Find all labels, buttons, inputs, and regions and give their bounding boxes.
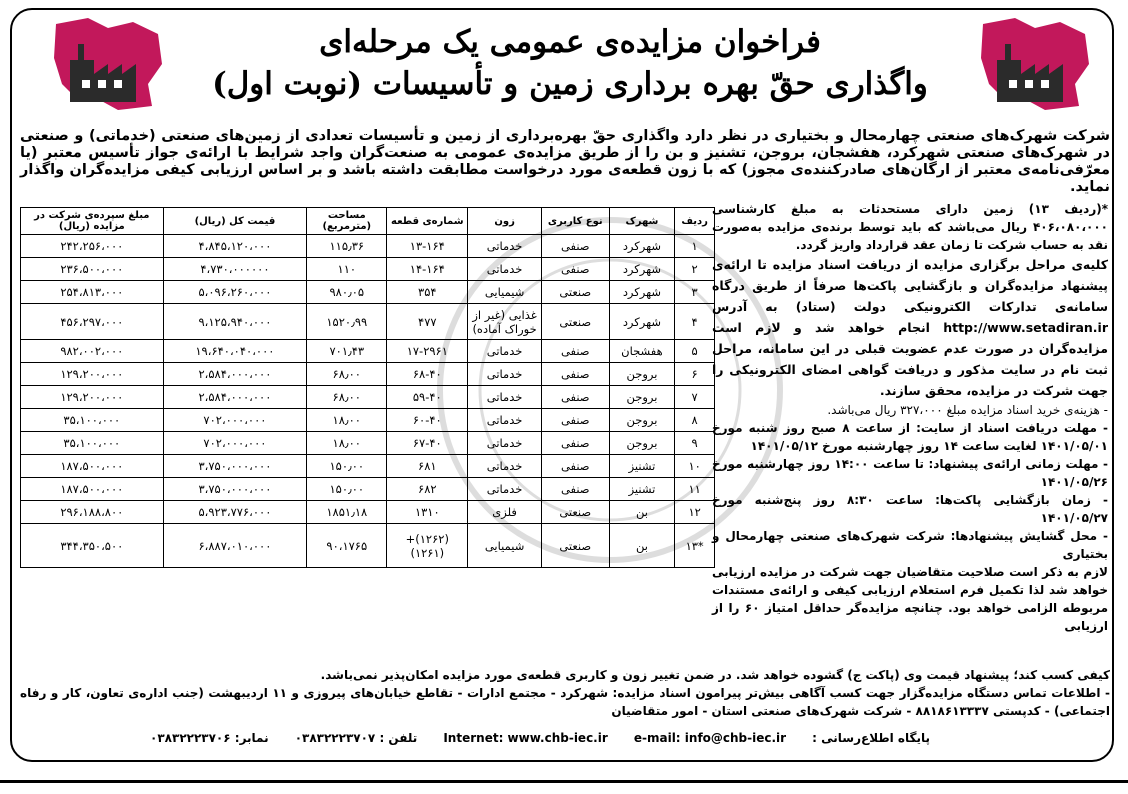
table-row	[21, 304, 715, 340]
portal-label: پایگاه اطلاع‌رسانی :	[812, 731, 930, 745]
industrial-estates-logo-right	[975, 14, 1095, 114]
table-cell: صنفی	[541, 455, 609, 478]
table-cell: ۱۰	[675, 455, 715, 478]
header-plot-no: شماره‌ی قطعه	[387, 208, 468, 235]
doc-period: - مهلت دریافت اسناد از سایت: از ساعت ۸ صبح روز شنبه مورخ ۱۴۰۱/۰۵/۰۱ لغایت ساعت ۱۴ روز چهارشنبه مورخ ۱۴۰۱/۰۵/۱۲	[712, 421, 1108, 453]
table-cell: ۴۷۷	[387, 304, 468, 340]
table-cell: ۲۹۶،۱۸۸،۸۰۰	[21, 501, 164, 524]
opening-time: - زمان بازگشایی پاکت‌ها: ساعت ۸:۳۰ روز پنج‌شنبه مورخ ۱۴۰۱/۰۵/۲۷	[712, 493, 1108, 525]
table-cell: ۱۱۰	[307, 258, 387, 281]
doc-fee: - هزینه‌ی خرید اسناد مزایده مبلغ ۳۲۷،۰۰۰ ریال می‌باشد.	[827, 403, 1108, 417]
table-cell: صنفی	[541, 340, 609, 363]
table-cell: ۶۸۲	[387, 478, 468, 501]
table-cell: ۲،۵۸۴،۰۰۰،۰۰۰	[163, 386, 307, 409]
table-cell: ۹	[675, 432, 715, 455]
table-cell: ۵۹-۴۰	[387, 386, 468, 409]
website-link[interactable]: Internet: www.chb-iec.ir	[443, 731, 608, 745]
table-cell: ۴	[675, 304, 715, 340]
evaluation-note: لازم به ذکر است صلاحیت متقاضیان جهت شرکت در مزایده ارزیابی خواهد شد لذا تکمیل فرم استعلام ارزیابی کیفی و ارائه‌ی مستندات مربوطه الزامی خواهد بود. چنانچه مزایده‌گر حداقل امتیاز ۶۰ را از ارزیابی	[712, 565, 1108, 633]
table-cell: هفشجان	[609, 340, 675, 363]
title-line-2: واگذاری حقّ بهره برداری زمین و تأسیسات (نوبت اول)	[212, 66, 928, 102]
table-cell: ۲	[675, 258, 715, 281]
table-cell: خدماتی	[468, 386, 542, 409]
table-row	[21, 432, 715, 455]
table-cell: شهرکرد	[609, 258, 675, 281]
table-cell: بروجن	[609, 386, 675, 409]
table-cell: ۱۲۹،۲۰۰،۰۰۰	[21, 363, 164, 386]
table-cell: شهرکرد	[609, 235, 675, 258]
table-cell: صنفی	[541, 409, 609, 432]
title-line-1: فراخوان مزایده‌ی عمومی یک مرحله‌ای	[319, 24, 821, 60]
table-cell: خدماتی	[468, 258, 542, 281]
table-cell: صنفی	[541, 363, 609, 386]
table-row	[21, 340, 715, 363]
table-cell: ۱۳-۱۶۴	[387, 235, 468, 258]
table-cell: ۳۴۴،۳۵۰،۵۰۰	[21, 524, 164, 568]
table-cell: ۱۸۵۱٫۱۸	[307, 501, 387, 524]
table-cell: ۲۴۲،۲۵۶،۰۰۰	[21, 235, 164, 258]
table-cell: ۱۵۰٫۰۰	[307, 478, 387, 501]
header-estate: شهرک	[609, 208, 675, 235]
table-cell: خدماتی	[468, 455, 542, 478]
table-cell: صنعتی	[541, 501, 609, 524]
table-cell: ۲،۵۸۴،۰۰۰،۰۰۰	[163, 363, 307, 386]
table-cell: ۶۸٫۰۰	[307, 363, 387, 386]
table-cell: ۳۵۴	[387, 281, 468, 304]
table-cell: ۲۳۶،۵۰۰،۰۰۰	[21, 258, 164, 281]
table-cell: صنفی	[541, 258, 609, 281]
email-link[interactable]: e-mail: info@chb-iec.ir	[633, 731, 787, 745]
header-deposit: مبلغ سپرده‌ی شرکت در مزایده (ریال)	[21, 208, 164, 235]
bottom-notes	[20, 666, 1110, 720]
table-cell: ۹۰،۱۷۶۵	[307, 524, 387, 568]
table-cell: بن	[609, 501, 675, 524]
header-row-no: ردیف	[675, 208, 715, 235]
table-cell: ۶	[675, 363, 715, 386]
table-cell: ۱۷-۲۹۶۱	[387, 340, 468, 363]
table-cell: ۱۸۷،۵۰۰،۰۰۰	[21, 455, 164, 478]
table-cell: *۱۳	[675, 524, 715, 568]
table-cell: ۶،۸۸۷،۰۱۰،۰۰۰	[163, 524, 307, 568]
table-cell: ۹۸۰٫۰۵	[307, 281, 387, 304]
table-cell: صنفی	[541, 386, 609, 409]
table-row	[21, 281, 715, 304]
table-cell: ۶۸٫۰۰	[307, 386, 387, 409]
table-cell: ۳،۷۵۰،۰۰۰،۰۰۰	[163, 455, 307, 478]
table-cell: ۴،۸۴۵،۱۲۰،۰۰۰	[163, 235, 307, 258]
bid-deadline: - مهلت زمانی ارائه‌ی پیشنهاد: تا ساعت ۱۴:۰۰ روز چهارشنبه مورخ ۱۴۰۱/۰۵/۲۶	[712, 457, 1109, 489]
header-area: مساحت (مترمربع)	[307, 208, 387, 235]
table-cell: خدماتی	[468, 478, 542, 501]
table-cell: ۴۵۶،۲۹۷،۰۰۰	[21, 304, 164, 340]
table-cell: ۱۱۵٫۳۶	[307, 235, 387, 258]
table-cell: ۱۱	[675, 478, 715, 501]
table-cell: ۱۳۱۰	[387, 501, 468, 524]
table-cell: بروجن	[609, 363, 675, 386]
table-row	[21, 386, 715, 409]
table-cell: خدماتی	[468, 432, 542, 455]
bottom-line-1: کیفی کسب کند؛ پیشنهاد قیمت وی (پاکت ج) گشوده خواهد شد. در ضمن تغییر زون و کاربری قطعه‌ی مورد مزایده امکان‌پذیر نمی‌باشد.	[320, 668, 1110, 682]
table-cell: شیمیایی	[468, 524, 542, 568]
table-cell: ۳۵،۱۰۰،۰۰۰	[21, 432, 164, 455]
table-cell: فلزی	[468, 501, 542, 524]
table-cell: ۱۵۰٫۰۰	[307, 455, 387, 478]
table-cell: ۵	[675, 340, 715, 363]
table-cell: ۷	[675, 386, 715, 409]
table-cell: بن	[609, 524, 675, 568]
table-cell: ۹۸۲،۰۰۲،۰۰۰	[21, 340, 164, 363]
intro-paragraph: شرکت شهرک‌های صنعتی چهارمحال و بختیاری در نظر دارد واگذاری حقّ بهره‌برداری از زمین و تأسیسات تعدادی از زمین‌های صنعتی (خدماتی) و صنعتی در شهرک‌های صنعتی شهرکرد، هفشجان، بروجن، تشنیز و بن را از طریق مزایده‌ی عمومی به صنعت‌گران واجد شرایط با ارائه‌ی جواز تأسیس معتبر (یا معرّفی‌نامه‌ی معتبر از ارگان‌های صادرکننده‌ی مجوز) که با زون قطعه‌ی مورد درخواست مطابقت داشته باشد و بر اساس ارزیابی کیفی مزایده‌گران واگذار نماید.	[20, 128, 1110, 195]
table-cell: ۵،۰۹۶،۲۶۰،۰۰۰	[163, 281, 307, 304]
table-cell: ۱	[675, 235, 715, 258]
table-row	[21, 501, 715, 524]
setad-text-1: کلیه‌ی مراحل برگزاری مزایده از دریافت اسناد مزایده تا ارائه‌ی پیشنهاد مزایده‌گران و بازگشایی پاکت‌ها صرفاً از طریق درگاه سامانه‌ی تدارکات الکترونیکی دولت (ستاد) به آدرس	[712, 257, 1108, 314]
table-cell: شیمیایی	[468, 281, 542, 304]
plot-13-note: *(ردیف ۱۳) زمین دارای مستحدثات به مبلغ کارشناسی ۴۰۶،۰۸۰،۰۰۰ ریال می‌باشد که باید توسط برنده‌ی مزایده به‌صورت نقد به حساب شرکت تا زمان عقد قرارداد واریز گردد.	[712, 202, 1108, 252]
industrial-estates-logo	[48, 14, 168, 114]
table-cell: ۲۵۴،۸۱۳،۰۰۰	[21, 281, 164, 304]
table-cell: ۸	[675, 409, 715, 432]
opening-venue: - محل گشایش پیشنهادها: شرکت شهرک‌های صنعتی چهارمحال و بختیاری	[712, 529, 1108, 561]
table-cell: صنعتی	[541, 524, 609, 568]
table-row	[21, 363, 715, 386]
table-row	[21, 455, 715, 478]
table-cell: ۱۸٫۰۰	[307, 409, 387, 432]
table-cell: ۱۸٫۰۰	[307, 432, 387, 455]
table-cell: ۱۲۹،۲۰۰،۰۰۰	[21, 386, 164, 409]
table-row	[21, 409, 715, 432]
phone-number: تلفن : ۰۳۸۳۲۲۲۳۷۰۷	[294, 731, 418, 745]
table-cell: غذایی (غیر از خوراک آماده)	[468, 304, 542, 340]
table-cell: بروجن	[609, 409, 675, 432]
table-cell: ۳۵،۱۰۰،۰۰۰	[21, 409, 164, 432]
table-cell: ۳،۷۵۰،۰۰۰،۰۰۰	[163, 478, 307, 501]
table-cell: ۶۷-۴۰	[387, 432, 468, 455]
bottom-line-2: - اطلاعات تماس دستگاه مزایده‌گزار جهت کسب آگاهی بیش‌تر پیرامون اسناد مزایده: شهرکرد - مجتمع ادارات - تقاطع خیابان‌های پیروزی و ۱۱ اردیبهشت (جنب اداره‌ی تعاون، کار و رفاه اجتماعی) - کدپستی ۸۸۱۸۶۱۳۳۳۷ - شرکت شهرک‌های صنعتی استان - امور متقاضیان	[20, 686, 1110, 718]
table-cell: صنعتی	[541, 281, 609, 304]
table-header-row	[21, 208, 715, 235]
table-cell: تشنیز	[609, 455, 675, 478]
table-cell: صنفی	[541, 235, 609, 258]
table-cell: ۷۰۲،۰۰۰،۰۰۰	[163, 409, 307, 432]
table-cell: ۱۵۲۰٫۹۹	[307, 304, 387, 340]
table-cell: ۶۸-۴۰	[387, 363, 468, 386]
table-cell: ۴،۷۳۰،۰۰۰۰۰۰	[163, 258, 307, 281]
table-cell: بروجن	[609, 432, 675, 455]
table-cell: (۱۲۶۲)+ (۱۲۶۱)	[387, 524, 468, 568]
table-cell: شهرکرد	[609, 304, 675, 340]
table-cell: خدماتی	[468, 363, 542, 386]
table-cell: خدماتی	[468, 340, 542, 363]
table-row	[21, 235, 715, 258]
table-cell: ۶۰-۴۰	[387, 409, 468, 432]
auction-table	[20, 207, 715, 568]
table-cell: ۹،۱۲۵،۹۴۰،۰۰۰	[163, 304, 307, 340]
table-cell: ۱۲	[675, 501, 715, 524]
table-cell: خدماتی	[468, 235, 542, 258]
table-row	[21, 258, 715, 281]
conditions-column	[712, 200, 1108, 635]
table-cell: ۷۰۲،۰۰۰،۰۰۰	[163, 432, 307, 455]
table-cell: صنفی	[541, 478, 609, 501]
table-cell: ۶۸۱	[387, 455, 468, 478]
setad-link[interactable]: http://www.setadiran.ir	[943, 320, 1108, 335]
table-cell: ۷۰۱٫۴۳	[307, 340, 387, 363]
contact-bar	[150, 731, 930, 745]
header-usage: نوع کاربری	[541, 208, 609, 235]
table-cell: شهرکرد	[609, 281, 675, 304]
table-cell: ۱۴-۱۶۴	[387, 258, 468, 281]
table-cell: صنفی	[541, 432, 609, 455]
bottom-rule	[0, 780, 1128, 783]
table-row	[21, 478, 715, 501]
table-cell: ۱۹،۶۴۰،۰۴۰،۰۰۰	[163, 340, 307, 363]
table-row	[21, 524, 715, 568]
table-cell: خدماتی	[468, 409, 542, 432]
setad-text-2: انجام خواهد شد و لازم است مزایده‌گران در صورت عدم عضویت قبلی در این سامانه، مراحل ثبت نام در سایت مذکور و دریافت گواهی امضای الکترونیکی را جهت شرکت در مزایده، محقق سازند.	[712, 320, 1108, 398]
table-cell: صنعتی	[541, 304, 609, 340]
setad-instructions	[712, 254, 1108, 401]
table-cell: ۳	[675, 281, 715, 304]
table-cell: ۵،۹۲۳،۷۷۶،۰۰۰	[163, 501, 307, 524]
header-zone: زون	[468, 208, 542, 235]
fax-number: نمابر: ۰۳۸۳۲۲۲۳۷۰۶	[150, 731, 269, 745]
table-cell: ۱۸۷،۵۰۰،۰۰۰	[21, 478, 164, 501]
table-cell: تشنیز	[609, 478, 675, 501]
header-total-price: قیمت کل (ریال)	[163, 208, 307, 235]
